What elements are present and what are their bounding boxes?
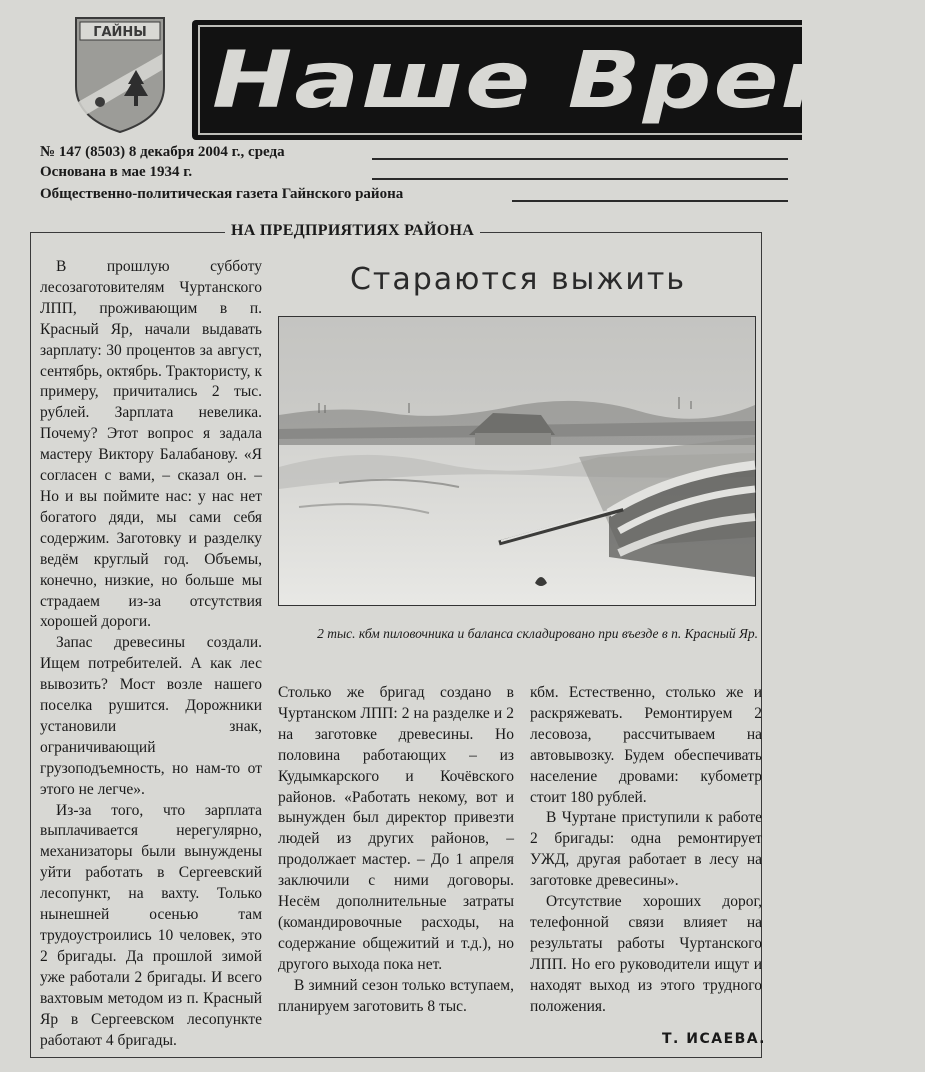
district-coat-of-arms-icon <box>70 14 170 134</box>
founded-line: Основана в мае 1934 г. <box>40 164 193 180</box>
header-rule <box>372 158 788 160</box>
coat-of-arms-graphic <box>70 14 170 134</box>
article-column-2 <box>278 683 514 1018</box>
article-headline: Стараются выжить <box>349 262 687 297</box>
photo-caption: 2 тыс. кбм пиловочника и баланса складировано при въезде в п. Красный Яр. <box>317 626 758 641</box>
paragraph: В зимний сезон только вступаем, планируем заготовить 8 тыс. <box>278 976 514 1015</box>
header-rule <box>372 178 788 180</box>
paragraph: кбм. Естественно, столько же и раскряжевать. Ремонтируем 2 лесовоза, рассчитываем на автовывозку. Будем обеспечивать население дровами: кубометр стоит 180 рублей. <box>530 684 762 806</box>
issue-line: № 147 (8503) 8 декабря 2004 г., среда <box>40 144 285 160</box>
masthead-title: Наше Время <box>212 34 925 126</box>
paragraph: Отсутствие хороших дорог, телефонной связи влияет на результаты работы Чуртанского ЛПП. Но его руководители ищут и находят выход из этого трудного положения. <box>530 893 762 1015</box>
snowy-timber-yard-photo <box>279 317 755 605</box>
newspaper-subtitle: Общественно-политическая газета Гайнского района <box>40 186 404 202</box>
paragraph: Из-за того, что зарплата выплачивается нерегулярно, механизаторы были вынуждены уйти работать в Сергеевский лесопункт, на вахту. Только нынешней осенью там трудоустроились 10 человек, это 2 бригады. Да прошлой зимой уже работали 2 бригады. И всего вахтовым методом из п. Красный Яр в Сергеевском лесопункте работают 4 бригады. <box>40 801 262 1049</box>
article-photo <box>278 316 756 606</box>
paragraph: Запас древесины создали. Ищем потребителей. А как лес вывозить? Мост возле нашего поселка рушится. Дорожники установили знак, ограничивающий грузоподъемность, но нам-то от этого не легче». <box>40 634 262 798</box>
paragraph: Столько же бригад создано в Чуртанском ЛПП: 2 на разделке и 2 на заготовке древесины. Но половина работающих – из Кудымкарского и Кочёвского районов. «Работать некому, вот и вынужден был директор привезти людей из других районов, – продолжает мастер. – До 1 апреля заключили с ними договоры. Несём дополнительные затраты (командировочные расходы, на содержание общежитий и т.д.), но другого выхода пока нет. <box>278 684 514 973</box>
paragraph: В Чуртане приступили к работе 2 бригады: одна ремонтирует УЖД, другая работает в лесу на заготовке древесины». <box>530 809 762 890</box>
article-column-1 <box>40 257 262 1051</box>
emblem-label: ГАЙНЫ <box>93 25 147 40</box>
article-column-3 <box>530 683 762 1018</box>
paragraph: В прошлую субботу лесозаготовителям Чуртанского ЛПП, проживающим в п. Красный Яр, начали выдавать зарплату: 30 процентов за август, сентябрь, октябрь. Трактористу, к примеру, причитались 2 тыс. рублей. Зарплата невелика. Почему? Этот вопрос я задала мастеру Виктору Балабанову. «Я согласен с вами, – сказал он. – Но и вы поймите нас: у нас нет богатого дяди, мы сами себя содержим. Заготовку и разделку ведём круглый год. Объемы, конечно, низкие, но больше мы страдаем из-за отсутствия хорошей дороги. <box>40 258 262 631</box>
article-author: Т. ИСАЕВА. <box>662 1031 766 1047</box>
rubric-heading: НА ПРЕДПРИЯТИЯХ РАЙОНА <box>225 222 480 240</box>
header-rule <box>512 200 788 202</box>
